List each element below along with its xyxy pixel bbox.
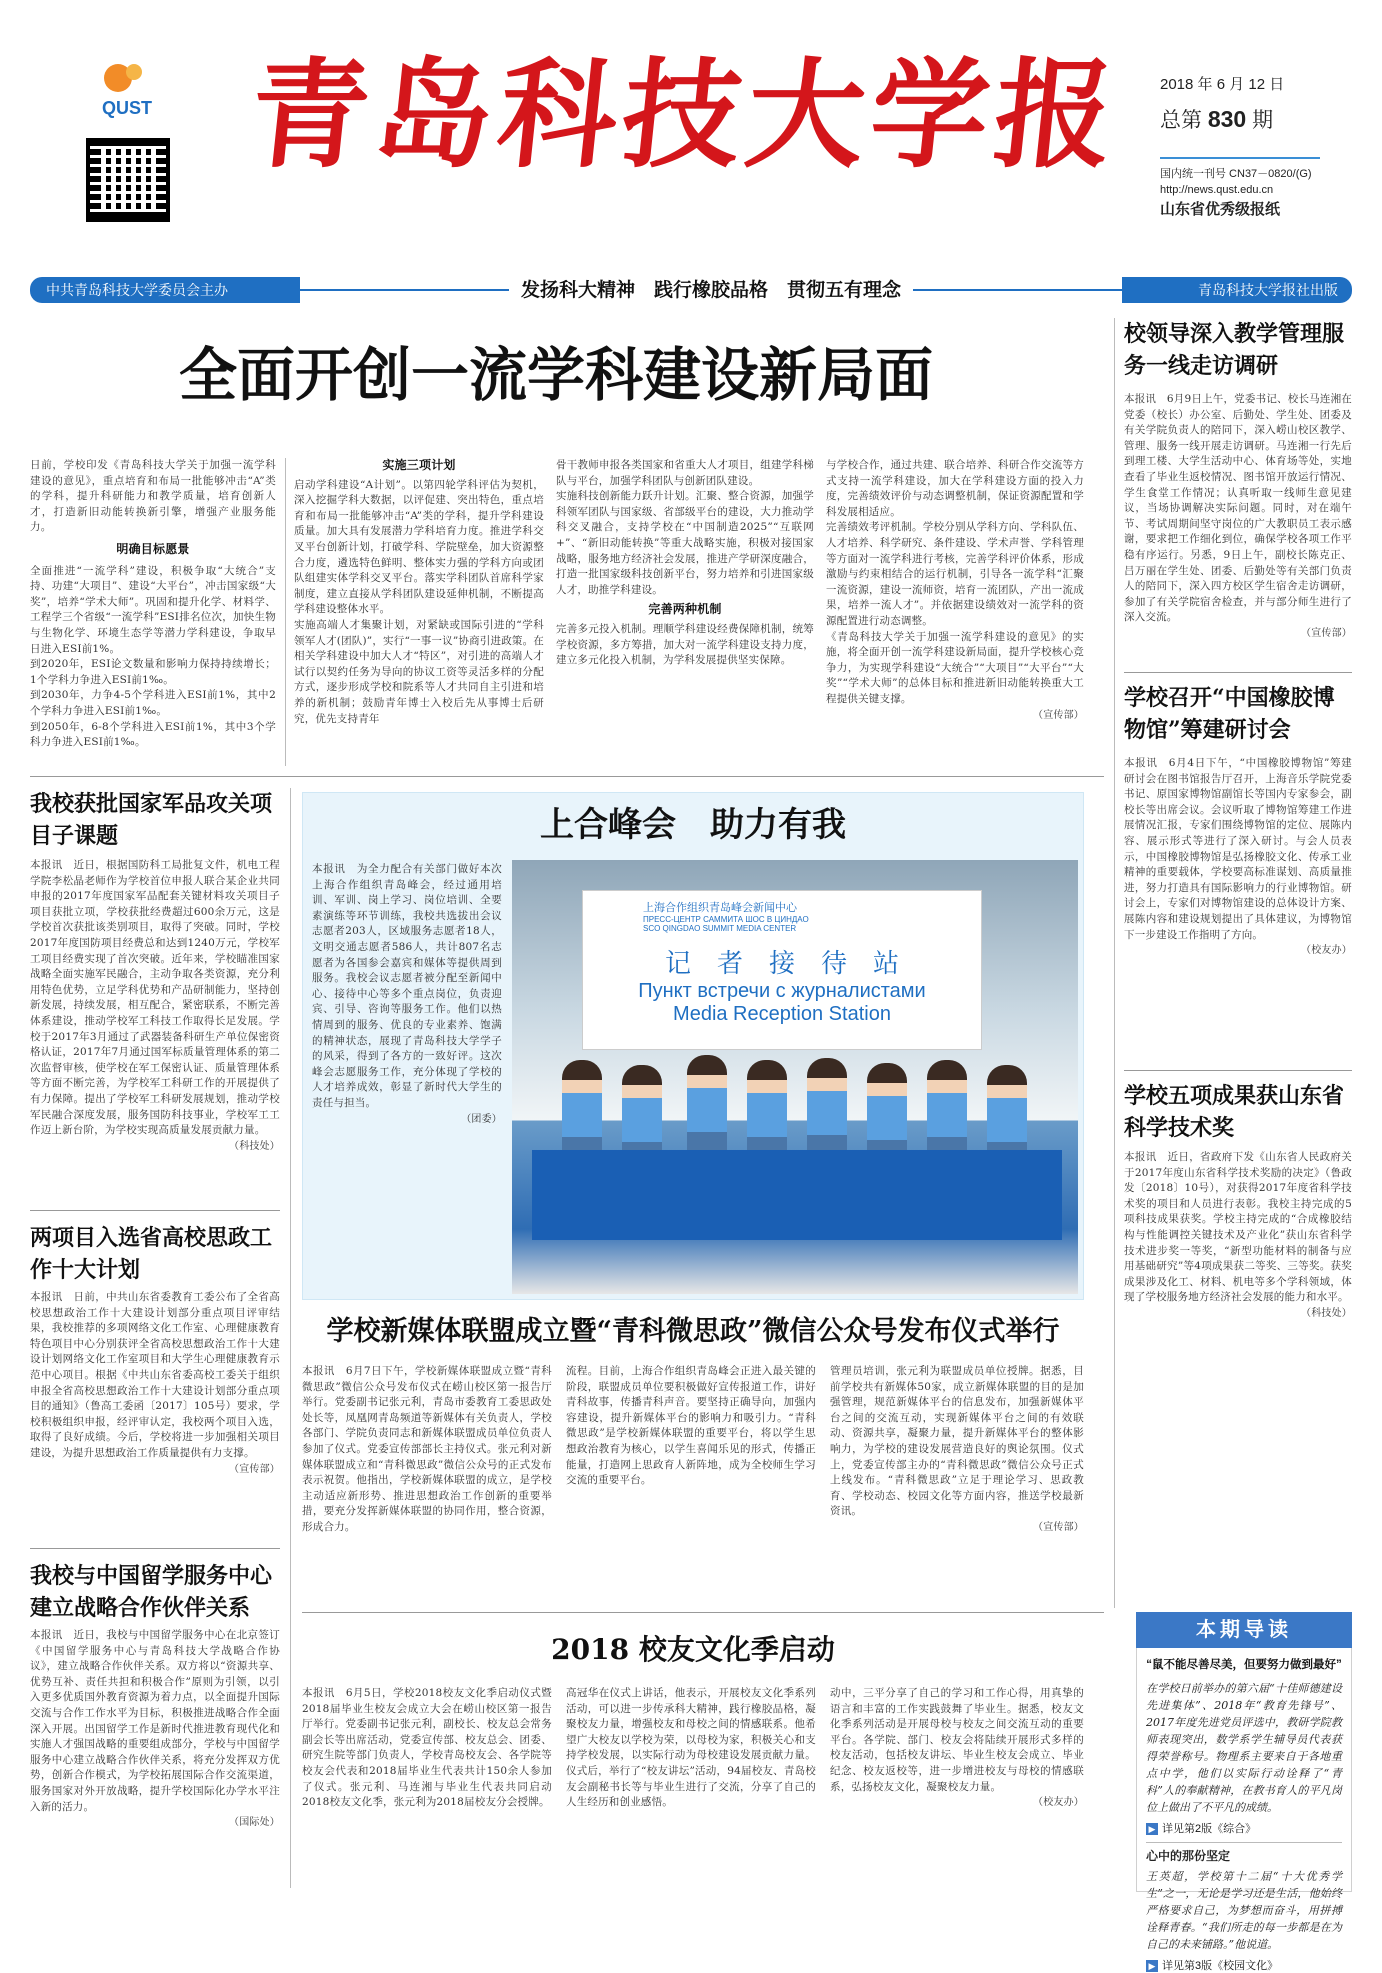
lead-headline: 全面开创一流学科建设新局面 bbox=[178, 341, 933, 409]
media-bottom-rule bbox=[302, 1612, 1104, 1613]
left-rule-2 bbox=[30, 1548, 280, 1549]
right-rule-2 bbox=[1124, 1070, 1352, 1071]
right-col-rule bbox=[1114, 318, 1115, 1608]
lead-subhead-2: 实施三项计划 bbox=[382, 458, 456, 472]
right-headline-3: 学校五项成果获山东省科学技术奖 bbox=[1124, 1083, 1345, 1141]
logo-text: QUST bbox=[101, 98, 153, 118]
right-article-3: 本报讯 近日，省政府下发《山东省人民政府关于2017年度山东省科学技术奖励的决定》（鲁政发〔2018〕10号），对获得2017年度省科学技术奖的项目和人员进行表彰。我校主持完成的5项科技成果获奖。学校主持完成的“合成橡胶结构与性能调控关键技术及产业化”获山东省科学技术进步奖一等奖，“新型功能材料的制备与应用基础研究”等4项成果获二等奖、三等奖。获奖成果涉及化工、材料、机电等多个学科领域，体现了学校服务地方经济社会发展的能力和水平。 （科技处） bbox=[1124, 1151, 1352, 1319]
website-url: http://news.qust.edu.cn bbox=[1160, 184, 1274, 196]
issue-number: 总第 830 期 bbox=[1160, 106, 1274, 132]
issue-divider bbox=[1160, 157, 1320, 159]
guide-content bbox=[1146, 1656, 1342, 1973]
lead-bottom-rule bbox=[30, 776, 1104, 777]
guide-text-2: 王英超，学校第十二届“十大优秀学生”之一，无论是学习还是生活，他始终严格要求自己，为梦想而奋斗，用拼搏诠释青春。“我们所走的每一步都是在为自己的未来铺路。”他说道。 bbox=[1146, 1870, 1342, 1951]
alumni-headline: 2018 校友文化季启动 bbox=[551, 1633, 835, 1666]
guide-text-1: 在学校日前举办的第六届“十佳师德建设先进集体”、2018年“教育先锋号”、2017年度先进党员评选中，教研学院教师表现突出，数学系学生辅导员代表获得荣誉称号。物理系主要来自于各地重点中学，他们以实际行动诠释了“青科”人的奉献精神，在教书育人的平凡岗位上做出了不平凡的成绩。 bbox=[1146, 1682, 1342, 1814]
lead-byline: （宣传部） bbox=[1033, 709, 1084, 721]
award-text: 山东省优秀级报纸 bbox=[1160, 201, 1281, 218]
serial-number: 国内统一刊号 CN37－0820/(G) bbox=[1160, 168, 1312, 180]
right-headline-2: 学校召开“中国橡胶博物馆”筹建研讨会 bbox=[1124, 685, 1335, 743]
media-headline: 学校新媒体联盟成立暨“青科微思政”微信公众号发布仪式举行 bbox=[326, 1316, 1060, 1347]
feature-headline: 上合峰会 助力有我 bbox=[540, 805, 846, 845]
lead-subhead-1: 明确目标愿景 bbox=[116, 541, 190, 556]
reception-table bbox=[532, 1150, 1062, 1240]
newspaper-title: 青岛科技大学报 bbox=[243, 45, 1127, 184]
left-article-3: 本报讯 近日，我校与中国留学服务中心在北京签订《中国留学服务中心与青岛科技大学战略合作协议》，建立战略合作伙伴关系。双方将以“资源共享、优势互补、责任共担和积极合作”原则为引领，以引入更多优质国外教育资源为着力点，以全面提升国际交流与合作工作水平为目标，积极推进战略合作全面深入开展。出国留学工作是新时代推进教育现代化和实施人才强国战略的重要组成部分，学校与中国留学服务中心建立战略合作伙伴关系，将充分发挥双方优势，创新合作模式，为学校拓展国际合作交流渠道，服务国家对外开放战略，提升学校国际化办学水平注入新的活力。 （国际处） bbox=[30, 1629, 280, 1829]
arrow-icon: ▶ bbox=[1146, 1823, 1158, 1835]
alumni-column-2: 高冠华在仪式上讲话，他表示，开展校友文化季系列活动，可以进一步传承科大精神，践行橡胶品格，凝聚校友力量，增强校友和母校之间的情感联系。他希望广大校友以学校为荣，以母校为家，积极关心和支持学校发展，以实际行动为母校建设发展贡献力量。仪式后，举行了“校友讲坛”活动，94届校友、青岛校友会副秘书长等与毕业生进行了交流，分享了自己的人生经历和创业感悟。 bbox=[566, 1687, 816, 1809]
masthead-banner bbox=[30, 277, 1352, 303]
left-rule-1 bbox=[30, 1210, 280, 1211]
publisher-left: 中共青岛科技大学委员会主办 bbox=[30, 277, 300, 303]
lead-column-4: 与学校合作，通过共建、联合培养、科研合作交流等方式支持一流学科建设，加大在学科建设方面的投入力度，完善绩效评价与动态调整机制，保证资源配置和学科发展相适应。 完善绩效考评机制。学校分别从学科方向、学科队伍、人才培养、科学研究、条件建设、学术声誉、学科管理等方面对一流学科进行考核，完善学科评价体系，形成激励与约束相结合的运行机制，引导各一流学科“汇聚一流资源，建设一流师资，培育一流团队，产出一流成果，培养一流人才”。并依据建设绩效对一流学科的资源配置进行动态调整。 《青岛科技大学关于加强一流学科建设的意见》的实施，将全面开创一流学科建设新局面，提升学校核心竞争力，为实现学科建设“大统合”“大项目”“大平台”“大奖”“学术大师”的总体目标和推进新旧动能转换重大工程提供关键支撑。 （宣传部） bbox=[826, 458, 1084, 723]
media-column-2: 流程。目前，上海合作组织青岛峰会正进入最关键的阶段，联盟成员单位要积极做好宣传报道工作，讲好青科故事，传播青科声音。要坚持正确导向，加强内容建设，提升新媒体平台的影响力和吸引力。“青科微思政”是学校新媒体联盟的重要平台，将以学生思想政治教育为核心，以学生喜闻乐见的形式，传播正能量，打造网上思政育人新阵地，成为全校师生学习交流的重要平台。 bbox=[566, 1365, 816, 1487]
guide-quote: “鼠不能尽善尽美，但要努力做到最好” bbox=[1146, 1659, 1342, 1671]
lead-column-1: 日前，学校印发《青岛科技大学关于加强一流学科建设的意见》，重点培育和布局一批能够冲击“A”类的学科，提升科研能力和教学质量，培育创新人才，打造新旧动能转换新引擎，增强产业服务能力。 明确目标愿景 全面推进“一流学科”建设，积极争取“大统合”支持、功建“大项目”、建设“大平台”，冲击国家级“大奖”，培养“学术大师”。巩固和提升化学、材料学、工程学三个省级“一流学科”ESI排名位次，加快生物与生物化学、环境生态学等潜力学科建设，争取早日进入ESI前1%。 到2020年，ESI论文数量和影响力保持持续增长；1个学科力争进入ESI前1‰。 到2030年，力争4-5个学科进入ESI前1%，其中2个学科力争进入ESI前1‰。 到2050年，6-8个学科进入ESI前1%，其中3个学科力争进入ESI前1‰。 bbox=[30, 459, 276, 749]
lead-column-3: 骨干教师申报各类国家和省重大人才项目，组建学科梯队与平台，加强学科团队与创新团队建设。 实施科技创新能力跃升计划。汇聚、整合资源，加强学科领军团队与国家级、省部级平台的建设，大力推动学科交叉融合，支持学校在“中国制造2025”“互联网+”、“新旧动能转换”等重大战略实施，积极对接国家战略，服务地方经济社会发展，推进产学研深度融合，打造一批国家级科技创新平台，努力培养和引进国家级人才，助推学科建设。 完善两种机制 完善多元投入机制。理顺学科建设经费保障机制，统筹学校资源，多方筹措，加大对一流学科建设支持力度，建立多元化投入机制，为学科发展提供坚实保障。 bbox=[556, 459, 814, 667]
see-page-2-link[interactable]: ▶ 详见第2版《综合》 bbox=[1146, 1820, 1342, 1836]
alumni-column-1: 本报讯 6月5日，学校2018校友文化季启动仪式暨2018届毕业生校友会成立大会在崂山校区第一报告厅举行。党委副书记张元利，副校长、校友总会常务副会长等出席活动，党委宣传部、校友总会、团委、研究生院等部门负责人，学校青岛校友会、各学院等校友会代表和2018届毕业生代表共计150余人参加了仪式。张元利、马连湘与毕业生代表共同启动2018校友文化季，张元利为2018届校友分会授牌。 bbox=[302, 1687, 552, 1809]
issue-meta bbox=[1160, 166, 1320, 218]
feature-body: 本报讯 为全力配合有关部门做好本次上海合作组织青岛峰会，经过通用培训、军训、岗上学习、岗位培训、全要素演练等环节训练，我校共选拔出会议志愿者203人，区域服务志愿者18人，文明交通志愿者586人，共计807名志愿者为各国参会嘉宾和媒体等提供周到服务。我校会议志愿者被分配至新闻中心、接待中心等多个重点岗位，负责迎宾、引导、咨询等服务工作。他们以热情周到的服务、优良的专业素养、饱满的精神状态，展现了青岛科技大学学子的风采，得到了各方的一致好评。这次峰会志愿服务工作，充分体现了学校的人才培养成效，彰显了新时代大学生的责任与担当。 （团委） bbox=[312, 863, 502, 1125]
issue-info bbox=[1160, 73, 1320, 134]
arrow-icon: ▶ bbox=[1146, 1960, 1158, 1972]
right-rule-1 bbox=[1124, 672, 1352, 673]
left-headline-1: 我校获批国家军品攻关项目子课题 bbox=[30, 791, 273, 849]
guide-section-title: 心中的那份坚定 bbox=[1146, 1842, 1342, 1864]
left-article-1: 本报讯 近日，根据国防科工局批复文件，机电工程学院李松晶老师作为学校首位申报人联合某企业共同申报的2017年度国家军品配套关键材料攻关项目子项目获批立项，学校获批经费超过600余万元，这是学校首次获批该类别项目，取得了突破。同时，学校2017年度国防项目经费总和达到1240万元，学校军工项目经费实现了首次突破。近年来，学校瞄准国家战略全面实施军民融合，主动争取各类资源，充分利用特色优势，立足学科优势和产品研制能力，坚持创新发展，持续发展，相互配合，紧密联系，不断完善体系建设，推动学校军工科技工作取得长足发展。学校于2017年3月通过了武器装备科研生产单位保密资格认证，2017年7月通过国军标质量管理体系的第二次监督审核，使学校在军工保密认证、质量管理体系等方面不断完善，为学校军工科研工作的开展提供了有力保障。提出了学校军工科研发展规划，推动学校军民融合深度发展，服务国防科技事业，学校军工工作迈上新台阶，为学校实现高质量发展贡献力量。 （科技处） bbox=[30, 859, 280, 1152]
right-article-1: 本报讯 6月9日上午，党委书记、校长马连湘在党委（校长）办公室、后勤处、学生处、团委及有关学院负责人的陪同下，深入崂山校区教学、管理、服务一线开展走访调研。马连湘一行先后到理工楼、大学生活动中心、体育场等处，实地查看了毕业生返校情况、图书馆开放运行情况、学生食堂工作情况；认真听取一线师生意见建议，当场协调解决实际问题。同时，对在端午节、考试周期间坚守岗位的广大教职员工表示感谢，要求把工作细化到位，确保学校各项工作平稳有序运行。另悉，9日上午，副校长陈克正、吕万丽在学生处、团委、后勤处等有关部门负责人的陪同下，深入四方校区学生宿舍走访调研，参加了有关学院宿舍检查，并与部分师生进行了深入交流。 （宣传部） bbox=[1124, 393, 1352, 639]
left-article-2: 本报讯 日前，中共山东省委教育工委公布了全省高校思想政治工作十大建设计划部分重点项目评审结果，我校推荐的多项网络文化工作室、心理健康教育特色项目中心分别获评全省高校思想政治工作十大建设计划网络文化工作室项目和大学生心理健康教育示范中心项目。根据《中共山东省委高校工委关于组织申报全省高校思想政治工作十大建设计划部分重点项目的通知》（鲁高工委函〔2017〕105号）要求，学校积极组织申报，经评审认定，我校两个项目入选，取得了良好成绩。今后，学校将进一步加强相关项目建设，为提升思想政治工作质量提供有力支撑。 （宣传部） bbox=[30, 1291, 280, 1475]
left-headline-3: 我校与中国留学服务中心建立战略合作伙伴关系 bbox=[30, 1563, 273, 1621]
alumni-column-3: 动中，三平分享了自己的学习和工作心得，用真挚的语言和丰富的工作实践鼓舞了毕业生。据悉，校友文化季系列活动是开展母校与校友之间交流互动的重要平台。各学院、部门、校友会将陆续开展形式多样的校友活动，包括校友讲坛、毕业生校友会成立、毕业纪念、校友返校等，进一步增进校友与母校的情感联系，弘扬校友文化，凝聚校友力量。 （校友办） bbox=[830, 1687, 1084, 1809]
publisher-right: 青岛科技大学报社出版 bbox=[1122, 277, 1352, 303]
lead-column-2: 实施三项计划 启动学科建设“A计划”。以第四轮学科评估为契机，深入挖掘学科大数据，以评促建、突出特色，重点培育和布局一批能够冲击“A”类的学科，提升学科建设质量。加大具有发展潜力学科培育力度。推进学科交叉平台创新计划，打破学科、学院壁垒，加大资源整合力度，遴选特色鲜明、整体实力强的学科方向或团队组建实体学科交叉平台。落实学科团队首席科学家制度，建立直接从学科团队建设延伸机制，不断提高学科建设整体水平。 实施高端人才集聚计划，对紧缺或国际引进的“学科领军人才(团队)”，实行“一事一议”协商引进政策。在相关学科建设中加大人才“特区”，对引进的高端人才试行以契约任务为导向的协议工资等灵活多样的分配方式，逐步形成学校和院系等人才共同自主引进和培养的新机制；鼓励青年博士入校后先从事博士后研究，优先支持青年 bbox=[294, 458, 544, 725]
guide-title: 本期导读 bbox=[1136, 1612, 1352, 1648]
right-article-2: 本报讯 6月4日下午，“中国橡胶博物馆”筹建研讨会在图书馆报告厅召开，上海音乐学院党委书记、原国家博物馆副馆长等国内专家参会，副校长等出席会议。会议听取了博物馆筹建工作进展情况汇报，专家们围绕博物馆的定位、展陈内容、展示形式等进行了深入研讨。与会人员表示，中国橡胶博物馆是弘扬橡胶文化、传承工业精神的重要载体，学校要高标准谋划、高质量推进，努力打造具有国际影响力的行业博物馆。研讨会上，专家们对博物馆建设的总体设计方案、展陈内容和建设规划提出了具体建议，为博物馆下一步建设工作指明了方向。 （校友办） bbox=[1124, 757, 1352, 957]
media-column-3: 管理员培训，张元利为联盟成员单位授牌。据悉，目前学校共有新媒体50家，成立新媒体联盟的目的是加强管理，规范新媒体平台的信息发布，加强新媒体平台之间的交流互动，实现新媒体平台之间的有效联动、资源共享，凝聚力量，提升新媒体平台的整体影响力，为学校的建设发展营造良好的舆论氛围。仪式上，党委宣传部主办的“青科微思政”微信公众号正式上线发布。“青科微思政”立足于理论学习、思政教育、学校动态、校园文化等方面内容，推送学校最新资讯。 （宣传部） bbox=[830, 1365, 1084, 1533]
issue-date: 2018 年 6 月 12 日 bbox=[1160, 76, 1285, 93]
media-column-1: 本报讯 6月7日下午，学校新媒体联盟成立暨“青科微思政”微信公众号发布仪式在崂山校区第一报告厅举行。党委副书记张元利，青岛市委教育工委思政处处长等，凤凰网青岛频道等新媒体有关负责人，学校各部门、学院负责同志和新媒体联盟成员单位负责人参加了仪式。党委宣传部部长主持仪式。张元利对新媒体联盟成立和“青科微思政”微信公众号的正式发布表示祝贺。他指出，学校新媒体联盟的成立，是学校主动适应新形势、推进思想政治工作创新的重要举措，要充分发挥新媒体联盟的协同作用，整合资源，形成合力。 bbox=[302, 1365, 552, 1533]
volunteer-figure bbox=[687, 1055, 727, 1165]
qr-code bbox=[86, 138, 170, 222]
lead-subhead-3: 完善两种机制 bbox=[648, 602, 722, 617]
volunteer-photo bbox=[512, 860, 1078, 1294]
left-headline-2: 两项目入选省高校思政工作十大计划 bbox=[30, 1225, 273, 1283]
see-page-3-link[interactable]: ▶ 详见第3版《校园文化》 bbox=[1146, 1957, 1342, 1973]
school-motto: 发扬科大精神 践行橡胶品格 贯彻五有理念 bbox=[509, 277, 913, 303]
university-logo bbox=[88, 58, 166, 128]
left-col-rule bbox=[290, 788, 291, 1888]
col-rule bbox=[285, 458, 286, 766]
right-headline-1: 校领导深入教学管理服务一线走访调研 bbox=[1124, 321, 1345, 379]
reception-sign: 上海合作组织青岛峰会新闻中心 ПРЕСС-ЦЕНТР САММИТА ШОС В ЦИНДАО SCO QINGDAO SUMMIT MEDIA CENTER 记 者 接 待 站 Пункт встречи с журналистами Media Reception Station bbox=[582, 890, 982, 1050]
